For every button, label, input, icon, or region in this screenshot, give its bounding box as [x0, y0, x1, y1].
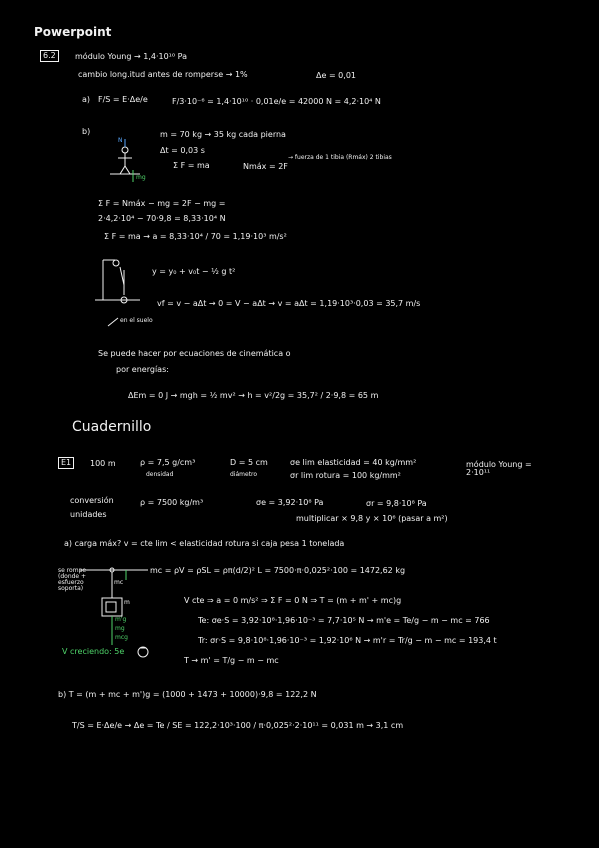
tr-equation: Tr: σr·S = 9,8·10⁸·1,96·10⁻³ = 1,92·10⁶ N → m'r = Tr/g − m − mc = 193,4 t [198, 636, 497, 645]
young-modulus-2: módulo Young = 2·10¹¹ [466, 460, 532, 477]
eq-5: vf = v − aΔt → 0 = V − aΔt → v = aΔt = 1,19·10³·0,03 = 35,7 m/s [157, 299, 421, 308]
part-a-formula2: F/3·10⁻⁶ = 1,4·10¹⁰ · 0,01e/e = 42000 N = 4,2·10⁴ N [172, 97, 381, 106]
nmax: Nmáx = 2F [243, 162, 288, 171]
conv-note: multiplicar × 9,8 y × 10⁶ (pasar a m²) [296, 514, 448, 523]
part-b-equation: b) T = (m + mc + m')g = (1000 + 1473 + 10000)·9,8 = 122,2 N [58, 690, 317, 699]
break-label: se rompe (donde + esfuerzo soporta) [58, 567, 87, 592]
part-a-formula1: F/S = E·Δe/e [98, 95, 148, 104]
figure-person-force [110, 147, 140, 174]
mass-line: m = 70 kg → 35 kg cada pierna [160, 130, 286, 139]
delta-value: Δe = 0,01 [316, 71, 356, 80]
eq-2: 2·4,2·10⁴ − 70·9,8 = 8,33·10⁴ N [98, 214, 226, 223]
fig2-label: en el suelo [120, 317, 153, 324]
te-equation: Te: σe·S = 3,92·10⁸·1,96·10⁻³ = 7,7·10⁵ N → m'e = Te/g − m − mc = 766 [198, 616, 490, 625]
young-modulus: módulo Young → 1,4·10¹⁰ Pa [75, 52, 187, 61]
fig1-n-label: N [118, 137, 123, 144]
fig-mcg: mcg [115, 634, 128, 641]
fig-m: m [124, 599, 130, 606]
part-b-label: b) [82, 127, 91, 136]
fig-mg-prime: m'g [115, 616, 127, 623]
newton-sum: Σ F = ma [173, 161, 210, 170]
tibia-note: → fuerza de 1 tibia (Rmáx) 2 tibias [288, 154, 392, 161]
delta-t: Δt = 0,03 s [160, 146, 205, 155]
v-growing-label: V creciendo: 5e [62, 647, 125, 656]
part-a-label: a) [82, 95, 91, 104]
section-heading: Cuadernillo [72, 419, 152, 435]
conv-rho: ρ = 7500 kg/m³ [140, 498, 204, 507]
section-number: 6.2 [40, 50, 59, 62]
diameter-sub: diámetro [230, 471, 258, 478]
page-title: Powerpoint [34, 25, 112, 39]
rho-sub: densidad [146, 471, 174, 478]
energy-line1: Se puede hacer por ecuaciones de cinemática o [98, 349, 291, 358]
t-equation: T → m' = T/g − m − mc [184, 656, 279, 665]
rho: ρ = 7,5 g/cm³ [140, 458, 196, 467]
fig-mg: mg [115, 625, 125, 632]
final-equation: T/S = E·Δe/e → Δe = Te / SE = 122,2·10³·100 / π·0,025²·2·10¹¹ = 0,031 m → 3,1 cm [72, 721, 404, 730]
conversion-label: conversión unidades [70, 496, 114, 520]
conv-sigma-r: σr = 9,8·10⁸ Pa [366, 499, 427, 508]
eq-4: y = y₀ + v₀t − ½ g t² [152, 267, 236, 276]
fig-mc: mc [114, 579, 124, 586]
diameter: D = 5 cm [230, 458, 268, 467]
eq-1: Σ F = Nmáx − mg = 2F − mg = [98, 199, 226, 208]
v-constant-eq: V cte ⇒ a = 0 m/s² ⇒ Σ F = 0 N ⇒ T = (m + m' + mc)g [184, 596, 402, 605]
energy-line3: ΔEm = 0 J → mgh = ½ mv² → h = v²/2g = 35,7² / 2·9,8 = 65 m [128, 391, 379, 400]
length-change: cambio long.itud antes de romperse → 1% [78, 70, 248, 79]
exercise-number: E1 [58, 457, 74, 469]
eq-3: Σ F = ma → a = 8,33·10⁴ / 70 = 1,19·10³ m/s² [104, 232, 287, 241]
length: 100 m [90, 459, 116, 468]
rupture-limit: σr lim rotura = 100 kg/mm² [290, 471, 401, 480]
energy-line2: por energías: [116, 365, 169, 374]
elastic-limit: σe lim elasticidad = 40 kg/mm² [290, 458, 417, 467]
mc-equation: mc = ρV = ρSL = ρπ(d/2)² L = 7500·π·0,025²·100 = 1472,62 kg [150, 566, 406, 575]
conv-sigma-e: σe = 3,92·10⁸ Pa [256, 498, 324, 507]
fig1-mg-label: mg [136, 174, 146, 181]
question-a: a) carga máx? v = cte lim < elasticidad rotura si caja pesa 1 tonelada [64, 539, 345, 548]
